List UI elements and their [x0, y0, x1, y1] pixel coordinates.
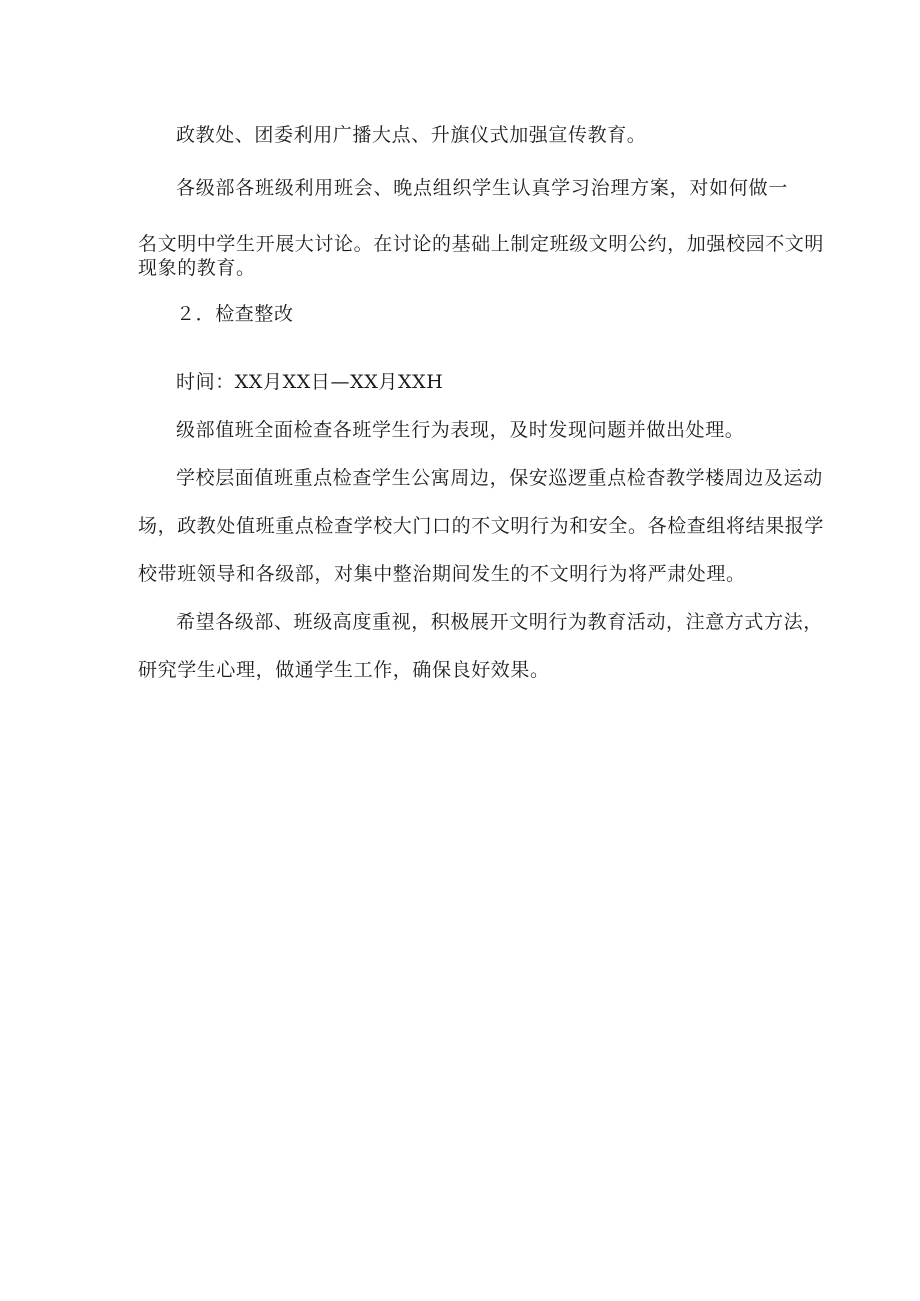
paragraph-school-duty-line-2: 场，政教处值班重点检查学校大门口的不文明行为和安全。各检查组将结果报学 — [138, 515, 825, 537]
paragraph-school-duty-line-3: 校带班领导和各级部，对集中整治期间发生的不文明行为将严肃处理。 — [138, 563, 746, 585]
paragraph-class-meeting-line-2: 名文明中学生开展大讨论。在讨论的基础上制定班级文明公约，加强校园不文明 — [138, 233, 825, 255]
paragraph-class-meeting-line-1: 各级部各班级利用班会、晚点组织学生认真学习治理方案，对如何做一 — [176, 177, 788, 199]
paragraph-school-duty-line-1: 学校层面值班重点检查学生公寓周边，保安巡逻重点检杳教学楼周边及运动 — [176, 467, 823, 489]
paragraph-class-meeting-line-3: 现象的教育。 — [138, 257, 256, 279]
paragraph-grade-duty: 级部值班全面检查各班学生行为表现，及时发现问题并做出处理。 — [176, 419, 745, 441]
paragraph-publicity: 政教处、团委利用广播大点、升旗仪式加强宣传教育。 — [176, 124, 647, 146]
paragraph-closing-line-2: 研究学生心理，做通学生工作，确保良好效果。 — [138, 659, 550, 681]
paragraph-closing-line-1: 希望各级部、班级高度重视，积极展开文明行为教育活动，注意方式方法， — [176, 611, 823, 633]
paragraph-time: 时间：XX月XX日—XX月XXH — [176, 371, 444, 393]
section-heading-inspection: ２．检查整改 — [176, 303, 294, 325]
